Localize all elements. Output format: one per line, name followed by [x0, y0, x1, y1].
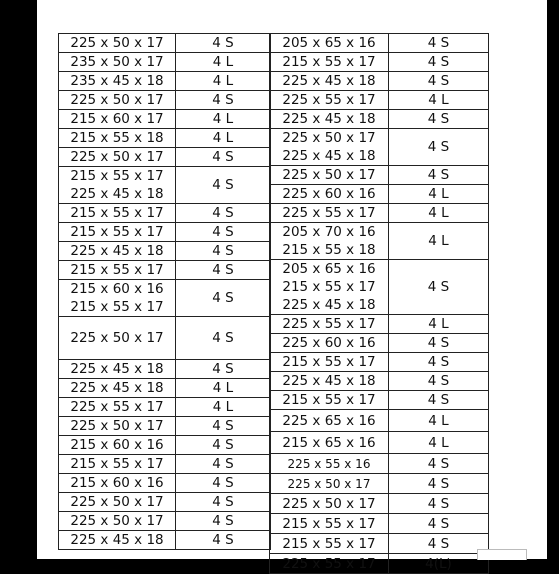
tire-size-table-left — [58, 33, 271, 550]
tire-size-text: 225 x 50 x 17 — [70, 92, 164, 108]
tire-size-text: 215 x 55 x 17 — [70, 262, 164, 278]
tire-size-cell — [270, 372, 389, 391]
tire-size-text: 215 x 55 x 17 — [282, 354, 376, 370]
table-row — [59, 280, 271, 317]
tire-size-text: 215 x 55 x 17 — [282, 515, 376, 532]
tire-size-text: 225 x 50 x 17 — [282, 495, 376, 512]
quantity-code-cell: 4 L — [176, 53, 271, 72]
tire-size-text: 225 x 50 x 17 — [287, 476, 371, 491]
tire-size-text: 215 x 55 x 18 — [70, 130, 164, 146]
table-body — [59, 34, 271, 550]
tire-size-text: 225 x 60 x 16 — [282, 335, 376, 351]
table-row — [270, 514, 489, 534]
tire-size-cell — [59, 360, 176, 379]
tire-size-text: 215 x 55 x 17 — [282, 54, 376, 70]
quantity-code-cell: 4 S — [389, 34, 489, 53]
tire-size-cell — [270, 432, 389, 454]
tire-size-text: 215 x 55 x 17 — [282, 279, 376, 295]
table-row — [270, 185, 489, 204]
table-row — [59, 398, 271, 417]
table-row — [59, 204, 271, 223]
tire-size-cell — [270, 204, 389, 223]
table-row — [270, 454, 489, 474]
quantity-code-cell: 4 L — [389, 315, 489, 334]
quantity-code-cell: 4 S — [389, 334, 489, 353]
tire-size-text: 235 x 45 x 18 — [70, 73, 164, 89]
tire-size-cell — [59, 204, 176, 223]
quantity-code-cell: 4 S — [389, 353, 489, 372]
tire-size-text: 215 x 55 x 17 — [282, 392, 376, 408]
tire-size-cell — [59, 167, 176, 204]
quantity-code-cell: 4 S — [389, 534, 489, 554]
quantity-code-cell: 4 L — [176, 398, 271, 417]
tire-size-text: 215 x 55 x 17 — [70, 299, 164, 315]
quantity-code-cell: 4 S — [389, 72, 489, 91]
table-row — [270, 260, 489, 315]
table-row — [270, 372, 489, 391]
tire-size-text: 215 x 55 x 17 — [70, 205, 164, 221]
tire-size-text: 225 x 55 x 17 — [282, 555, 376, 572]
tire-size-cell — [270, 129, 389, 166]
tire-size-text: 225 x 50 x 17 — [282, 167, 376, 183]
quantity-code-cell: 4 S — [389, 391, 489, 410]
tire-size-text: 225 x 60 x 16 — [282, 186, 376, 202]
quantity-code-cell: 4 S — [389, 129, 489, 166]
quantity-code-cell: 4 L — [389, 185, 489, 204]
table-row — [59, 129, 271, 148]
quantity-code-cell: 4 S — [389, 454, 489, 474]
tire-size-cell — [59, 493, 176, 512]
quantity-code-cell: 4 S — [176, 204, 271, 223]
quantity-code-cell: 4 S — [176, 317, 271, 360]
tire-size-cell — [59, 148, 176, 167]
tire-size-text: 215 x 60 x 16 — [70, 475, 164, 491]
table-row — [270, 410, 489, 432]
table-row — [59, 379, 271, 398]
tire-size-text: 225 x 50 x 17 — [70, 330, 164, 346]
tire-size-cell — [59, 417, 176, 436]
tire-size-text: 215 x 55 x 18 — [282, 242, 376, 258]
quantity-code-cell: 4 S — [389, 110, 489, 129]
tire-size-cell — [270, 494, 389, 514]
tire-size-text: 225 x 45 x 18 — [282, 148, 376, 164]
quantity-code-cell: 4 S — [176, 261, 271, 280]
tire-size-cell — [270, 260, 389, 315]
tire-size-cell — [59, 398, 176, 417]
tire-size-text: 225 x 50 x 17 — [70, 149, 164, 165]
table-row — [59, 360, 271, 379]
quantity-code-cell: 4 S — [176, 167, 271, 204]
tire-size-table-right — [269, 33, 489, 574]
table-row — [270, 494, 489, 514]
quantity-code-cell: 4 S — [176, 242, 271, 261]
tire-size-cell — [270, 554, 389, 574]
tire-size-cell — [270, 353, 389, 372]
table-row — [59, 110, 271, 129]
table-row — [59, 53, 271, 72]
tire-size-text: 225 x 45 x 18 — [282, 297, 376, 313]
table-row — [270, 204, 489, 223]
table-row — [59, 223, 271, 242]
table-row — [59, 148, 271, 167]
tire-size-text: 225 x 65 x 16 — [282, 412, 376, 429]
table-row — [59, 436, 271, 455]
tire-size-cell — [270, 474, 389, 494]
tire-size-text: 235 x 50 x 17 — [70, 54, 164, 70]
table-row — [270, 223, 489, 260]
tire-size-cell — [59, 72, 176, 91]
tire-size-text: 225 x 50 x 17 — [70, 418, 164, 434]
quantity-code-cell: 4 S — [176, 512, 271, 531]
tire-size-text: 225 x 45 x 18 — [70, 532, 164, 548]
quantity-code-cell: 4 S — [176, 280, 271, 317]
tire-size-cell — [270, 53, 389, 72]
tire-size-cell — [270, 454, 389, 474]
quantity-code-cell: 4 S — [176, 148, 271, 167]
quantity-code-cell: 4 S — [389, 260, 489, 315]
tire-size-cell — [59, 34, 176, 53]
quantity-code-cell: 4 S — [389, 514, 489, 534]
tire-size-cell — [270, 334, 389, 353]
corner-tab — [477, 549, 527, 560]
table-row — [59, 417, 271, 436]
tire-size-text: 215 x 60 x 17 — [70, 111, 164, 127]
tire-size-cell — [59, 129, 176, 148]
tire-size-cell — [59, 280, 176, 317]
tire-size-cell — [270, 91, 389, 110]
table-row — [270, 110, 489, 129]
table-row — [270, 534, 489, 554]
table-row — [59, 493, 271, 512]
tire-size-text: 215 x 55 x 17 — [70, 224, 164, 240]
quantity-code-cell: 4 L — [389, 223, 489, 260]
tire-size-text: 225 x 50 x 17 — [70, 513, 164, 529]
tire-size-cell — [59, 53, 176, 72]
quantity-code-cell: 4 L — [176, 129, 271, 148]
tire-size-text: 225 x 45 x 18 — [282, 373, 376, 389]
tire-size-cell — [270, 72, 389, 91]
tire-size-text: 215 x 60 x 16 — [70, 437, 164, 453]
tire-size-cell — [270, 223, 389, 260]
table-row — [270, 91, 489, 110]
tire-size-cell — [59, 317, 176, 360]
tire-size-text: 225 x 45 x 18 — [282, 73, 376, 89]
tire-size-cell — [59, 223, 176, 242]
tire-size-text: 205 x 70 x 16 — [282, 224, 376, 240]
quantity-code-cell: 4 S — [389, 166, 489, 185]
quantity-code-cell: 4 S — [389, 494, 489, 514]
quantity-code-cell: 4 S — [389, 53, 489, 72]
quantity-code-cell: 4 L — [389, 91, 489, 110]
table-row — [270, 315, 489, 334]
tire-size-text: 215 x 55 x 17 — [282, 535, 376, 552]
tire-size-cell — [270, 410, 389, 432]
tire-size-text: 225 x 55 x 17 — [282, 205, 376, 221]
table-row — [59, 34, 271, 53]
table-row — [270, 334, 489, 353]
table-row — [59, 72, 271, 91]
tire-size-text: 225 x 45 x 18 — [282, 111, 376, 127]
quantity-code-cell: 4 S — [176, 417, 271, 436]
quantity-code-cell: 4 L — [389, 432, 489, 454]
table-row — [59, 167, 271, 204]
tire-size-text: 225 x 45 x 18 — [70, 361, 164, 377]
tire-size-text: 225 x 50 x 17 — [282, 130, 376, 146]
quantity-code-cell: 4 L — [176, 379, 271, 398]
table-row — [59, 317, 271, 360]
tire-size-cell — [270, 315, 389, 334]
quantity-code-cell: 4 S — [176, 493, 271, 512]
quantity-code-cell: 4 L — [389, 410, 489, 432]
table-row — [59, 91, 271, 110]
table-row — [270, 129, 489, 166]
table-row — [59, 242, 271, 261]
quantity-code-cell: 4 S — [389, 474, 489, 494]
table-row — [270, 432, 489, 454]
tire-size-cell — [59, 512, 176, 531]
tire-size-cell — [270, 185, 389, 204]
tire-size-cell — [270, 534, 389, 554]
table-row — [59, 261, 271, 280]
table-row — [59, 531, 271, 550]
tire-size-cell — [59, 379, 176, 398]
table-row — [59, 474, 271, 493]
table-row — [59, 455, 271, 474]
tire-size-cell — [59, 261, 176, 280]
tire-size-cell — [59, 455, 176, 474]
table-body — [270, 34, 489, 574]
quantity-code-cell: 4 S — [176, 474, 271, 493]
tire-size-cell — [270, 391, 389, 410]
quantity-code-cell: 4 S — [176, 436, 271, 455]
quantity-code-cell: 4 S — [176, 531, 271, 550]
tire-size-text: 205 x 65 x 16 — [282, 35, 376, 51]
tire-size-cell — [270, 34, 389, 53]
tire-size-text: 225 x 55 x 17 — [282, 316, 376, 332]
quantity-code-cell: 4 S — [389, 372, 489, 391]
quantity-code-cell: 4 L — [176, 110, 271, 129]
quantity-code-cell: 4 L — [176, 72, 271, 91]
quantity-code-cell: 4(L) — [389, 554, 489, 574]
tire-size-text: 225 x 45 x 18 — [70, 380, 164, 396]
quantity-code-cell: 4 S — [176, 223, 271, 242]
tire-size-cell — [59, 474, 176, 493]
quantity-code-cell: 4 S — [176, 360, 271, 379]
tire-size-text: 205 x 65 x 16 — [282, 261, 376, 277]
tire-size-text: 215 x 55 x 17 — [70, 456, 164, 472]
tire-size-text: 215 x 55 x 17 — [70, 168, 164, 184]
table-row — [270, 34, 489, 53]
tire-size-text: 225 x 55 x 16 — [287, 456, 371, 471]
table-row — [59, 512, 271, 531]
tire-size-text: 215 x 60 x 16 — [70, 281, 164, 297]
tire-size-cell — [270, 110, 389, 129]
table-row — [270, 554, 489, 574]
tire-size-cell — [59, 436, 176, 455]
tire-size-text: 225 x 45 x 18 — [70, 243, 164, 259]
tire-size-text: 225 x 50 x 17 — [70, 494, 164, 510]
tire-size-text: 225 x 50 x 17 — [70, 35, 164, 51]
tire-size-cell — [59, 531, 176, 550]
quantity-code-cell: 4 S — [176, 91, 271, 110]
quantity-code-cell: 4 S — [176, 455, 271, 474]
tire-size-text: 215 x 65 x 16 — [282, 434, 376, 451]
table-row — [270, 72, 489, 91]
tire-size-text: 225 x 55 x 17 — [70, 399, 164, 415]
tire-size-text: 225 x 55 x 17 — [282, 92, 376, 108]
quantity-code-cell: 4 S — [176, 34, 271, 53]
tire-size-cell — [59, 110, 176, 129]
tire-size-cell — [270, 514, 389, 534]
tire-size-cell — [59, 242, 176, 261]
table-row — [270, 166, 489, 185]
table-row — [270, 391, 489, 410]
tire-size-text: 225 x 45 x 18 — [70, 186, 164, 202]
tire-size-cell — [59, 91, 176, 110]
quantity-code-cell: 4 L — [389, 204, 489, 223]
table-row — [270, 474, 489, 494]
table-row — [270, 353, 489, 372]
tire-size-cell — [270, 166, 389, 185]
table-row — [270, 53, 489, 72]
